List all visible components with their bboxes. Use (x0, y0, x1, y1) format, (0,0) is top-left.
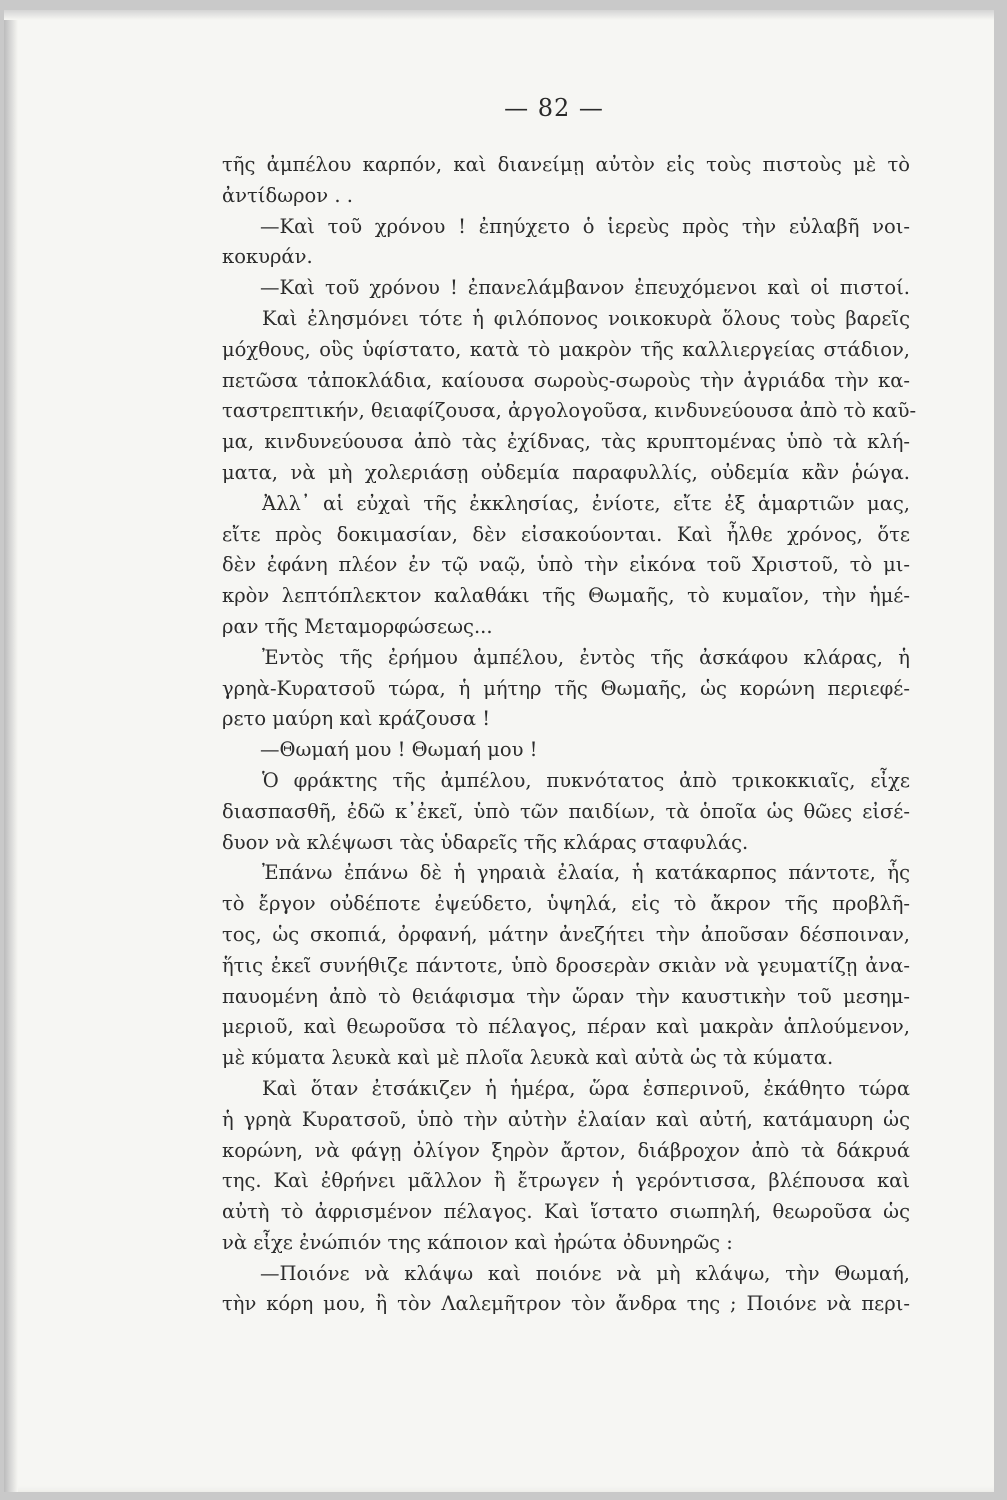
text-line: μόχθους, οὓς ὑφίστατο, κατὰ τὸ μακρὸν τῆς καλλιεργείας στάδιον, (222, 337, 910, 361)
text-line: δυον νὰ κλέψωσι τὰς ὑδαρεῖς τῆς κλάρας σταφυλάς. (222, 830, 749, 854)
text-line: εἴτε πρὸς δοκιμασίαν, δὲν εἰσακούονται. Καὶ ἦλθε χρόνος, ὅτε (222, 522, 910, 546)
text-line: Καὶ ὅταν ἐτσάκιζεν ἡ ἡμέρα, ὥρα ἑσπερινοῦ, ἐκάθητο τώρα (262, 1076, 910, 1100)
text-line: τὴν κόρη μου, ἢ τὸν Λαλεμῆτρον τὸν ἄνδρα της ; Ποιόνε νὰ περι- (222, 1292, 910, 1316)
scanned-book-page (4, 10, 994, 1492)
text-line: τῆς ἀμπέλου καρπόν, καὶ διανείμῃ αὐτὸν εἰς τοὺς πιστοὺς μὲ τὸ (222, 153, 910, 176)
text-line: —Καὶ τοῦ χρόνου ! ἐπηύχετο ὁ ἱερεὺς πρὸς τὴν εὐλαβῆ νοι- (260, 214, 910, 238)
page-left-edge-shadow (4, 10, 18, 1492)
text-line: ἡ γρηὰ Κυρατσοῦ, ὑπὸ τὴν αὐτὴν ἐλαίαν καὶ αὐτή, κατάμαυρη ὡς (222, 1107, 910, 1131)
text-line: πετῶσα τἀποκλάδια, καίουσα σωροὺς-σωροὺς τὴν ἀγριάδα τὴν κα- (222, 368, 910, 392)
text-line: ρετο μαύρη καὶ κράζουσα ! (222, 707, 491, 731)
text-line: διασπασθῆ, ἐδῶ κ᾿ἐκεῖ, ὑπὸ τῶν παιδίων, τὰ ὁποῖα ὡς θῶες εἰσέ- (222, 799, 910, 823)
text-line: ραν τῆς Μεταμορφώσεως... (222, 614, 493, 638)
text-line: αὐτὴ τὸ ἀφρισμένον πέλαγος. Καὶ ἵστατο σιωπηλή, θεωροῦσα ὡς (222, 1200, 910, 1224)
text-line: ταστρεπτικήν, θειαφίζουσα, ἀργολογοῦσα, κινδυνεύουσα ἀπὸ τὸ καῦ- (222, 399, 917, 423)
text-line: νὰ εἶχε ἐνώπιόν της κάποιον καὶ ἠρώτα ὀδυνηρῶς : (222, 1230, 733, 1254)
text-line: μὲ κύματα λευκὰ καὶ μὲ πλοῖα λευκὰ καὶ αὐτὰ ὡς τὰ κύματα. (222, 1046, 834, 1070)
text-line: παυομένη ἀπὸ τὸ θειάφισμα τὴν ὥραν τὴν καυστικὴν τοῦ μεσημ- (222, 984, 910, 1008)
text-line: τος, ὡς σκοπιά, ὀρφανή, μάτην ἀνεζήτει τὴν ἀποῦσαν δέσποιναν, (222, 922, 910, 946)
text-line: κρὸν λεπτόπλεκτον καλαθάκι τῆς Θωμαῆς, τὸ κυμαῖον, τὴν ἡμέ- (222, 584, 910, 608)
text-line: ἀντίδωρον . . (222, 183, 353, 207)
page-number: — 82 — (504, 94, 604, 122)
text-line: ματα, νὰ μὴ χολεριάσῃ οὐδεμία παραφυλλίς, οὐδεμία κἂν ῥώγα. (222, 460, 910, 484)
text-line: τὸ ἔργον οὐδέποτε ἐψεύδετο, ὑψηλά, εἰς τὸ ἄκρον τῆς προβλῆ- (222, 892, 910, 916)
text-line: Ὁ φράκτης τῆς ἀμπέλου, πυκνότατος ἀπὸ τρικοκκιαῖς, εἶχε (262, 768, 910, 792)
text-line: —Θωμαή μου ! Θωμαή μου ! (260, 738, 538, 762)
text-line: Ἐντὸς τῆς ἐρήμου ἀμπέλου, ἐντὸς τῆς ἀσκάφου κλάρας, ἡ (262, 645, 910, 669)
text-line: κορώνη, νὰ φάγῃ ὀλίγον ξηρὸν ἄρτον, διάβροχον ἀπὸ τὰ δάκρυά (222, 1138, 910, 1162)
text-line: της. Καὶ ἐθρήνει μᾶλλον ἢ ἔτρωγεν ἡ γερόντισσα, βλέπουσα καὶ (222, 1169, 910, 1193)
text-line: κοκυράν. (222, 245, 313, 269)
text-line: μα, κινδυνεύουσα ἀπὸ τὰς ἐχίδνας, τὰς κρυπτομένας ὑπὸ τὰ κλή- (222, 430, 910, 454)
text-line: γρηὰ-Κυρατσοῦ τώρα, ἡ μήτηρ τῆς Θωμαῆς, ὡς κορώνη περιεφέ- (222, 676, 910, 700)
text-line: δὲν ἐφάνη πλέον ἐν τῷ ναῷ, ὑπὸ τὴν εἰκόνα τοῦ Χριστοῦ, τὸ μι- (222, 553, 910, 577)
text-line: Ἀλλ᾿ αἱ εὐχαὶ τῆς ἐκκλησίας, ἐνίοτε, εἴτε ἐξ ἁμαρτιῶν μας, (262, 491, 910, 515)
page-top-edge-shadow (4, 10, 994, 20)
text-line: Καὶ ἐλησμόνει τότε ἡ φιλόπονος νοικοκυρὰ ὅλους τοὺς βαρεῖς (262, 306, 910, 330)
text-line: ἥτις ἐκεῖ συνήθιζε πάντοτε, ὑπὸ δροσερὰν σκιὰν νὰ γευματίζῃ ἀνα- (222, 953, 910, 977)
text-line: —Ποιόνε νὰ κλάψω καὶ ποιόνε νὰ μὴ κλάψω, τὴν Θωμαή, (260, 1261, 910, 1285)
body-text (222, 150, 917, 1320)
text-line: μεριοῦ, καὶ θεωροῦσα τὸ πέλαγος, πέραν καὶ μακρὰν ἁπλούμενον, (222, 1015, 910, 1039)
text-line: —Καὶ τοῦ χρόνου ! ἐπανελάμβανον ἐπευχόμενοι καὶ οἱ πιστοί. (260, 276, 910, 300)
text-line: Ἐπάνω ἐπάνω δὲ ἡ γηραιὰ ἐλαία, ἡ κατάκαρπος πάντοτε, ἧς (262, 861, 910, 885)
